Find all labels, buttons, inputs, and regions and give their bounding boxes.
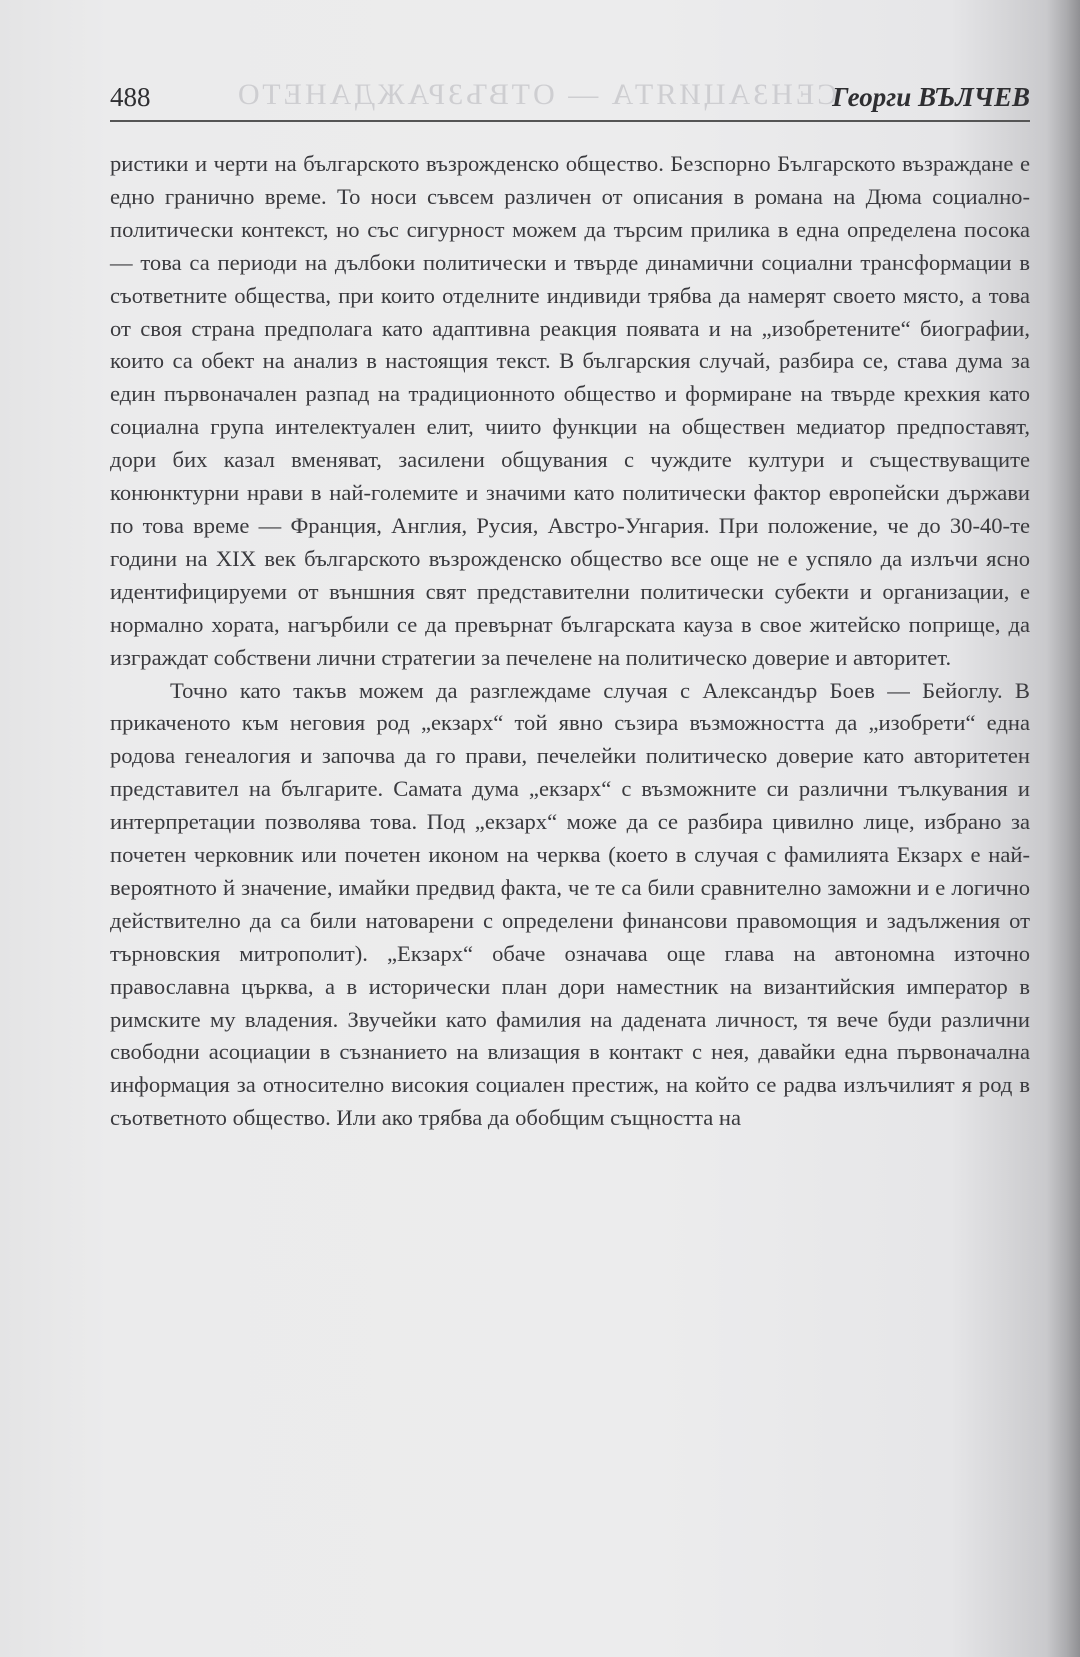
page-number: 488 bbox=[110, 82, 151, 112]
paragraph: Точно като такъв можем да разглеждаме случая с Александър Боев — Бейоглу. В прикаченото към неговия род „екзарх“ той явно съзира възможността да „изобрети“ една родова генеалогия и започва да го прави, печелейки политическо доверие като авторитетен представител на българите. Самата дума „екзарх“ с възможните си различни тълкувания и интерпретации позволява това. Под „екзарх“ може да се разбира цивилно лице, избрано за почетен черковник или почетен иконом на черква (което в случая с фамилията Екзарх е най-вероятното й значение, имайки предвид факта, че те са били сравнително заможни и е логично действително да са били натоварени с определени финансови правомощия и задължения от търновския митрополит). „Екзарх“ обаче означава още глава на автономна източно православна църква, а в исторически план дори наместник на византийския император в римските му владения. Звучейки като фамилия на дадената личност, тя вече буди различни свободни асоциации в съзнанието на влизащия в контакт с нея, давайки една първоначална информация за относително високия социален престиж, на който се радва излъчилият я род в съответното общество. Или ако трябва да обобщим същността на bbox=[110, 677, 1030, 1131]
author-name: Георги ВЪЛЧЕВ bbox=[832, 82, 1030, 112]
paragraph: ристики и черти на българското възрожденско общество. Безспорно Българското възраждане е едно гранично време. То носи съвсем различен от описания в романа на Дюма социално-политически контекст, но със сигурност можем да търсим прилика в една определена посока — това са периоди на дълбоки политически и твърде динамични социални трансформации в съответните общества, при които отделните индивиди трябва да намерят своето място, а това от своя страна предполага като адаптивна реакция появата и на „изобретените“ биографии, които са обект на анализ в настоящия текст. В българския случай, разбира се, става дума за един първоначален разпад на традиционното общество и формиране на твърде крехкия като социална група интелектуален елит, чиито функции на обществен медиатор предпоставят, дори бих казал вменяват, засилени общувания с чуждите култури и съществуващите конюнктурни нрави в най-големите и значими като политически фактор европейски държави по това време — Франция, Англия, Русия, Австро-Унгария. При положение, че до 30-40-те години на XIX век българското възрожденско общество все още не е успяло да излъчи ясно идентифицируеми от външния свят представителни политически субекти и организации, е нормално хората, нагърбили се да превърнат българската кауза в свое житейско поприще, да изграждат собствени лични стратегии за печелене на политическо доверие и авторитет. bbox=[110, 151, 1030, 670]
bleed-through-header: СЕНЗАЦИЯТА — ОТВЪЗРАЖДАНЕТО bbox=[235, 78, 838, 111]
running-head bbox=[110, 80, 1030, 122]
spine-shadow bbox=[1046, 0, 1080, 1657]
body-text bbox=[110, 148, 1030, 1135]
